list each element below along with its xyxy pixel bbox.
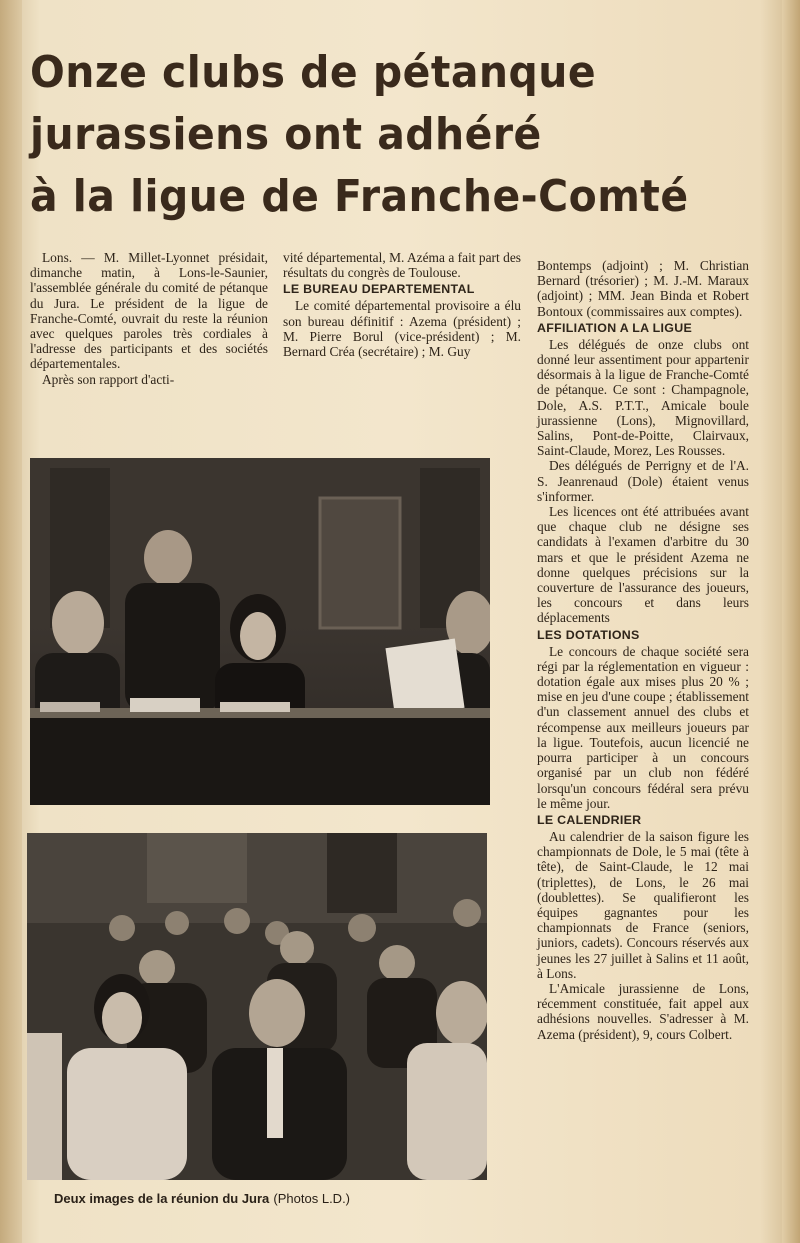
photo-officials-illustration <box>30 458 490 805</box>
caption-text: Deux images de la réunion du Jura <box>54 1191 270 1206</box>
subheading-bureau: LE BUREAU DEPARTEMENTAL <box>283 282 475 297</box>
photo-officials-table <box>30 458 490 805</box>
col3-paragraph-1: Bontemps (adjoint) ; M. Christian Bernard (trésorier) ; M. J.-M. Maraux (adjoint) ; MM. Jean Binda et Robert Bontoux (commissaires aux comptes). <box>537 258 749 319</box>
article-headline <box>30 42 718 228</box>
headline-line-3: à la ligue de Franche-Comté <box>30 171 689 222</box>
column-1 <box>30 250 268 387</box>
col3-paragraph-6: Au calendrier de la saison figure les championnats de Dole, le 5 mai (tête à tête), de Saint-Claude, le 12 mai (triplettes), de Lons, le 26 mai (doublettes). Se qualifieront les équipes gagnantes pour les championnats de France (seniors, juniors, cadets). Concours réservés aux jeunes les 27 juillet à Salins et 11 août, à Lons. <box>537 828 749 981</box>
col2-paragraph-2: Le comité départemental provisoire a élu son bureau définitif : Azema (président) ; M. Pierre Borul (vice-président) ; M. Bernard Créa (secrétaire) ; M. Guy <box>283 298 521 360</box>
subheading-affiliation: AFFILIATION A LA LIGUE <box>537 320 693 335</box>
col1-paragraph-2: Après son rapport d'acti- <box>42 371 175 387</box>
col3-paragraph-7: L'Amicale jurassienne de Lons, récemment constituée, fait appel aux adhésions nouvelles. S'adresser à M. Azema (président), 9, cours Colbert. <box>537 980 749 1042</box>
caption-credit: (Photos L.D.) <box>273 1191 351 1206</box>
subheading-dotations: LES DOTATIONS <box>537 627 640 642</box>
col3-paragraph-5: Le concours de chaque société sera régi par la réglementation en vigueur : dotation égale aux mises plus 20 % ; mise en jeu d'une coupe ; établissement d'un classement annuel des clubs et récompense aux meilleurs joueurs par la ligue. Toutefois, aucun licencié ne pourra participer à un concours organisé par un club non fédéré lorsqu'un concours fédéral sera prévu le même jour. <box>537 643 749 811</box>
headline-line-2: jurassiens ont adhéré <box>30 109 542 160</box>
column-3 <box>537 258 749 1042</box>
headline-line-1: Onze clubs de pétanque <box>30 47 597 98</box>
photo-audience <box>27 833 487 1180</box>
photo-audience-illustration <box>27 833 487 1180</box>
photo-caption <box>54 1191 474 1207</box>
col3-paragraph-2: Les délégués de onze clubs ont donné leur assentiment pour appartenir désormais à la ligue de Franche-Comté de pétanque. Ce sont : Champagnole, Dole, A.S. P.T.T., Amicale boule jurassienne (Lons), Mignovillard, Salins, Pont-de-Poitte, Clairvaux, Saint-Claude, Morez, Les Rousses. <box>537 336 749 459</box>
right-edge-tape <box>782 0 800 1243</box>
subheading-calendrier: LE CALENDRIER <box>537 812 642 827</box>
col1-paragraph-1: Lons. — M. Millet-Lyonnet présidait, dimanche matin, à Lons-le-Saunier, l'assemblée générale du comité de pétanque du Jura. Le président de la ligue de Franche-Comté, ouvrait du reste la réunion avec quelques paroles très cordiales à l'adresse des participants et des sociétés départementales. <box>30 250 268 372</box>
col3-paragraph-4: Les licences ont été attribuées avant que chaque club ne désigne ses candidats à l'examen d'arbitre du 30 mars et que le président Azema ne donne quelques précisions sur la couverture de l'assurance des joueurs, les concours et dans leurs déplacements <box>537 504 749 626</box>
col3-paragraph-3: Des délégués de Perrigny et de l'A. S. Jeanrenaud (Dole) étaient venus s'informer. <box>537 458 749 504</box>
column-2 <box>283 250 521 359</box>
col2-paragraph-1: vité départemental, M. Azéma a fait part des résultats du congrès de Toulouse. <box>283 250 521 281</box>
left-edge-tape <box>0 0 22 1243</box>
